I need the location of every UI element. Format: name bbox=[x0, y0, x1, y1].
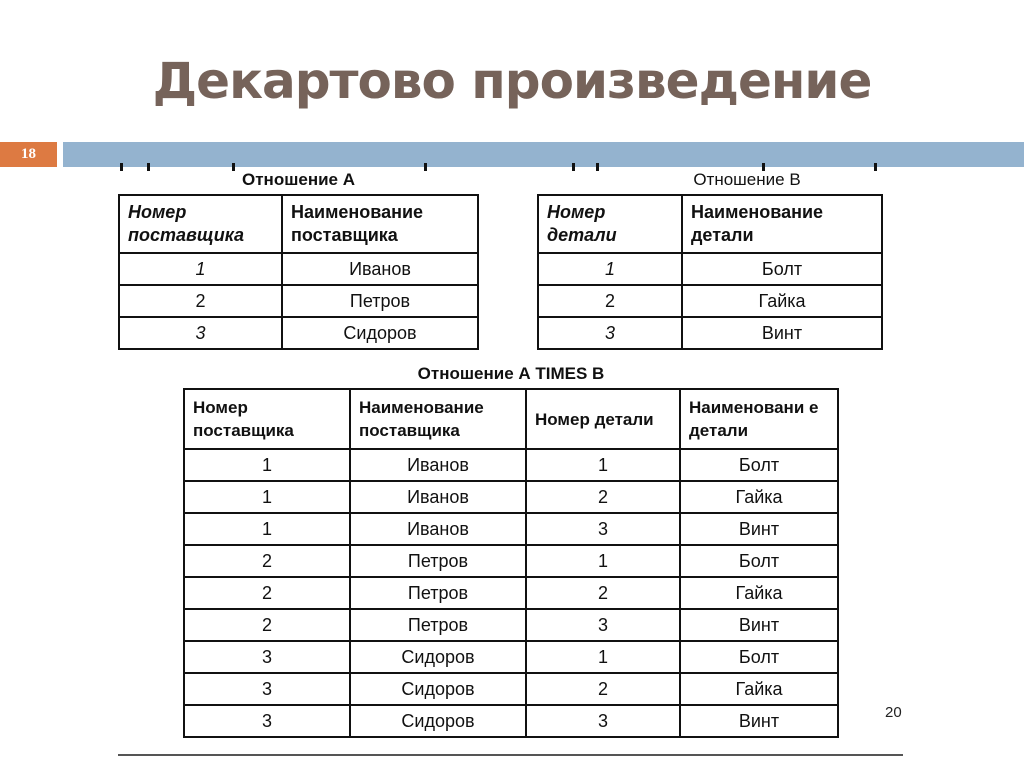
table-row bbox=[184, 705, 838, 737]
bottom-rule bbox=[118, 754, 903, 756]
table-row bbox=[184, 673, 838, 705]
table-cell: Болт bbox=[680, 449, 838, 481]
relation-a-table bbox=[118, 194, 479, 350]
table-row bbox=[184, 449, 838, 481]
table-cell: 3 bbox=[184, 705, 350, 737]
table-cell: Иванов bbox=[350, 513, 526, 545]
table-cell: 3 bbox=[184, 673, 350, 705]
table-cell: Сидоров bbox=[350, 641, 526, 673]
table-row bbox=[184, 513, 838, 545]
table-cell: 2 bbox=[184, 609, 350, 641]
table-cell: Болт bbox=[680, 545, 838, 577]
table-cell: Гайка bbox=[680, 481, 838, 513]
table-row bbox=[538, 253, 882, 285]
table-row bbox=[184, 481, 838, 513]
table-cell: 2 bbox=[538, 285, 682, 317]
table-row bbox=[184, 641, 838, 673]
relation-b-table bbox=[537, 194, 883, 350]
table-cell: 1 bbox=[184, 449, 350, 481]
table-cell: Гайка bbox=[680, 577, 838, 609]
table-cell: 3 bbox=[538, 317, 682, 349]
table-row bbox=[538, 285, 882, 317]
relation-a-caption: Отношение А bbox=[242, 170, 355, 189]
table-cell: 3 bbox=[526, 513, 680, 545]
table-cell: Иванов bbox=[282, 253, 478, 285]
table-row bbox=[184, 577, 838, 609]
column-header: Наименование детали bbox=[682, 195, 882, 253]
relation-ab-caption: Отношение А TIMES В bbox=[417, 364, 605, 383]
table-row bbox=[184, 545, 838, 577]
column-header: Наименование поставщика bbox=[282, 195, 478, 253]
table-cell: 2 bbox=[119, 285, 282, 317]
table-cell: 2 bbox=[184, 545, 350, 577]
table-cell: 3 bbox=[184, 641, 350, 673]
table-cell: Сидоров bbox=[350, 705, 526, 737]
table-cell: Иванов bbox=[350, 481, 526, 513]
table-cell: 2 bbox=[526, 577, 680, 609]
slide-number-badge: 18 bbox=[0, 142, 57, 167]
table-cell: Болт bbox=[682, 253, 882, 285]
column-header: Наименовани е детали bbox=[680, 389, 838, 449]
table-cell: 3 bbox=[119, 317, 282, 349]
table-cell: Сидоров bbox=[350, 673, 526, 705]
table-row bbox=[538, 317, 882, 349]
table-cell: 2 bbox=[526, 481, 680, 513]
slide-title: Декартово произведение bbox=[152, 52, 872, 110]
table-cell: Винт bbox=[680, 609, 838, 641]
header-band bbox=[63, 142, 1024, 167]
table-cell: 1 bbox=[538, 253, 682, 285]
table-cell: 1 bbox=[184, 481, 350, 513]
table-cell: Петров bbox=[350, 545, 526, 577]
table-cell: Болт bbox=[680, 641, 838, 673]
table-cell: Винт bbox=[680, 705, 838, 737]
table-cell: Петров bbox=[350, 577, 526, 609]
table-cell: 1 bbox=[526, 641, 680, 673]
table-cell: 2 bbox=[526, 673, 680, 705]
table-cell: 3 bbox=[526, 609, 680, 641]
table-cell: Петров bbox=[350, 609, 526, 641]
table-cell: 1 bbox=[526, 449, 680, 481]
table-row bbox=[119, 285, 478, 317]
table-row bbox=[119, 317, 478, 349]
table-cell: Иванов bbox=[350, 449, 526, 481]
table-cell: 2 bbox=[184, 577, 350, 609]
column-header: Номер детали bbox=[538, 195, 682, 253]
table-header-row bbox=[119, 195, 478, 253]
table-cell: 1 bbox=[119, 253, 282, 285]
table-row bbox=[184, 609, 838, 641]
table-row bbox=[119, 253, 478, 285]
table-cell: Винт bbox=[680, 513, 838, 545]
table-cell: Винт bbox=[682, 317, 882, 349]
table-cell: Сидоров bbox=[282, 317, 478, 349]
page-number-fragment: 20 bbox=[885, 704, 902, 721]
column-header: Наименование поставщика bbox=[350, 389, 526, 449]
table-header-row bbox=[184, 389, 838, 449]
column-header: Номер детали bbox=[526, 389, 680, 449]
column-header: Номер поставщика bbox=[119, 195, 282, 253]
table-cell: Гайка bbox=[680, 673, 838, 705]
relation-ab-table bbox=[183, 388, 839, 738]
column-header: Номер поставщика bbox=[184, 389, 350, 449]
table-cell: 1 bbox=[184, 513, 350, 545]
table-cell: Гайка bbox=[682, 285, 882, 317]
table-cell: Петров bbox=[282, 285, 478, 317]
table-header-row bbox=[538, 195, 882, 253]
relation-b-caption: Отношение В bbox=[693, 170, 801, 189]
table-cell: 3 bbox=[526, 705, 680, 737]
table-cell: 1 bbox=[526, 545, 680, 577]
